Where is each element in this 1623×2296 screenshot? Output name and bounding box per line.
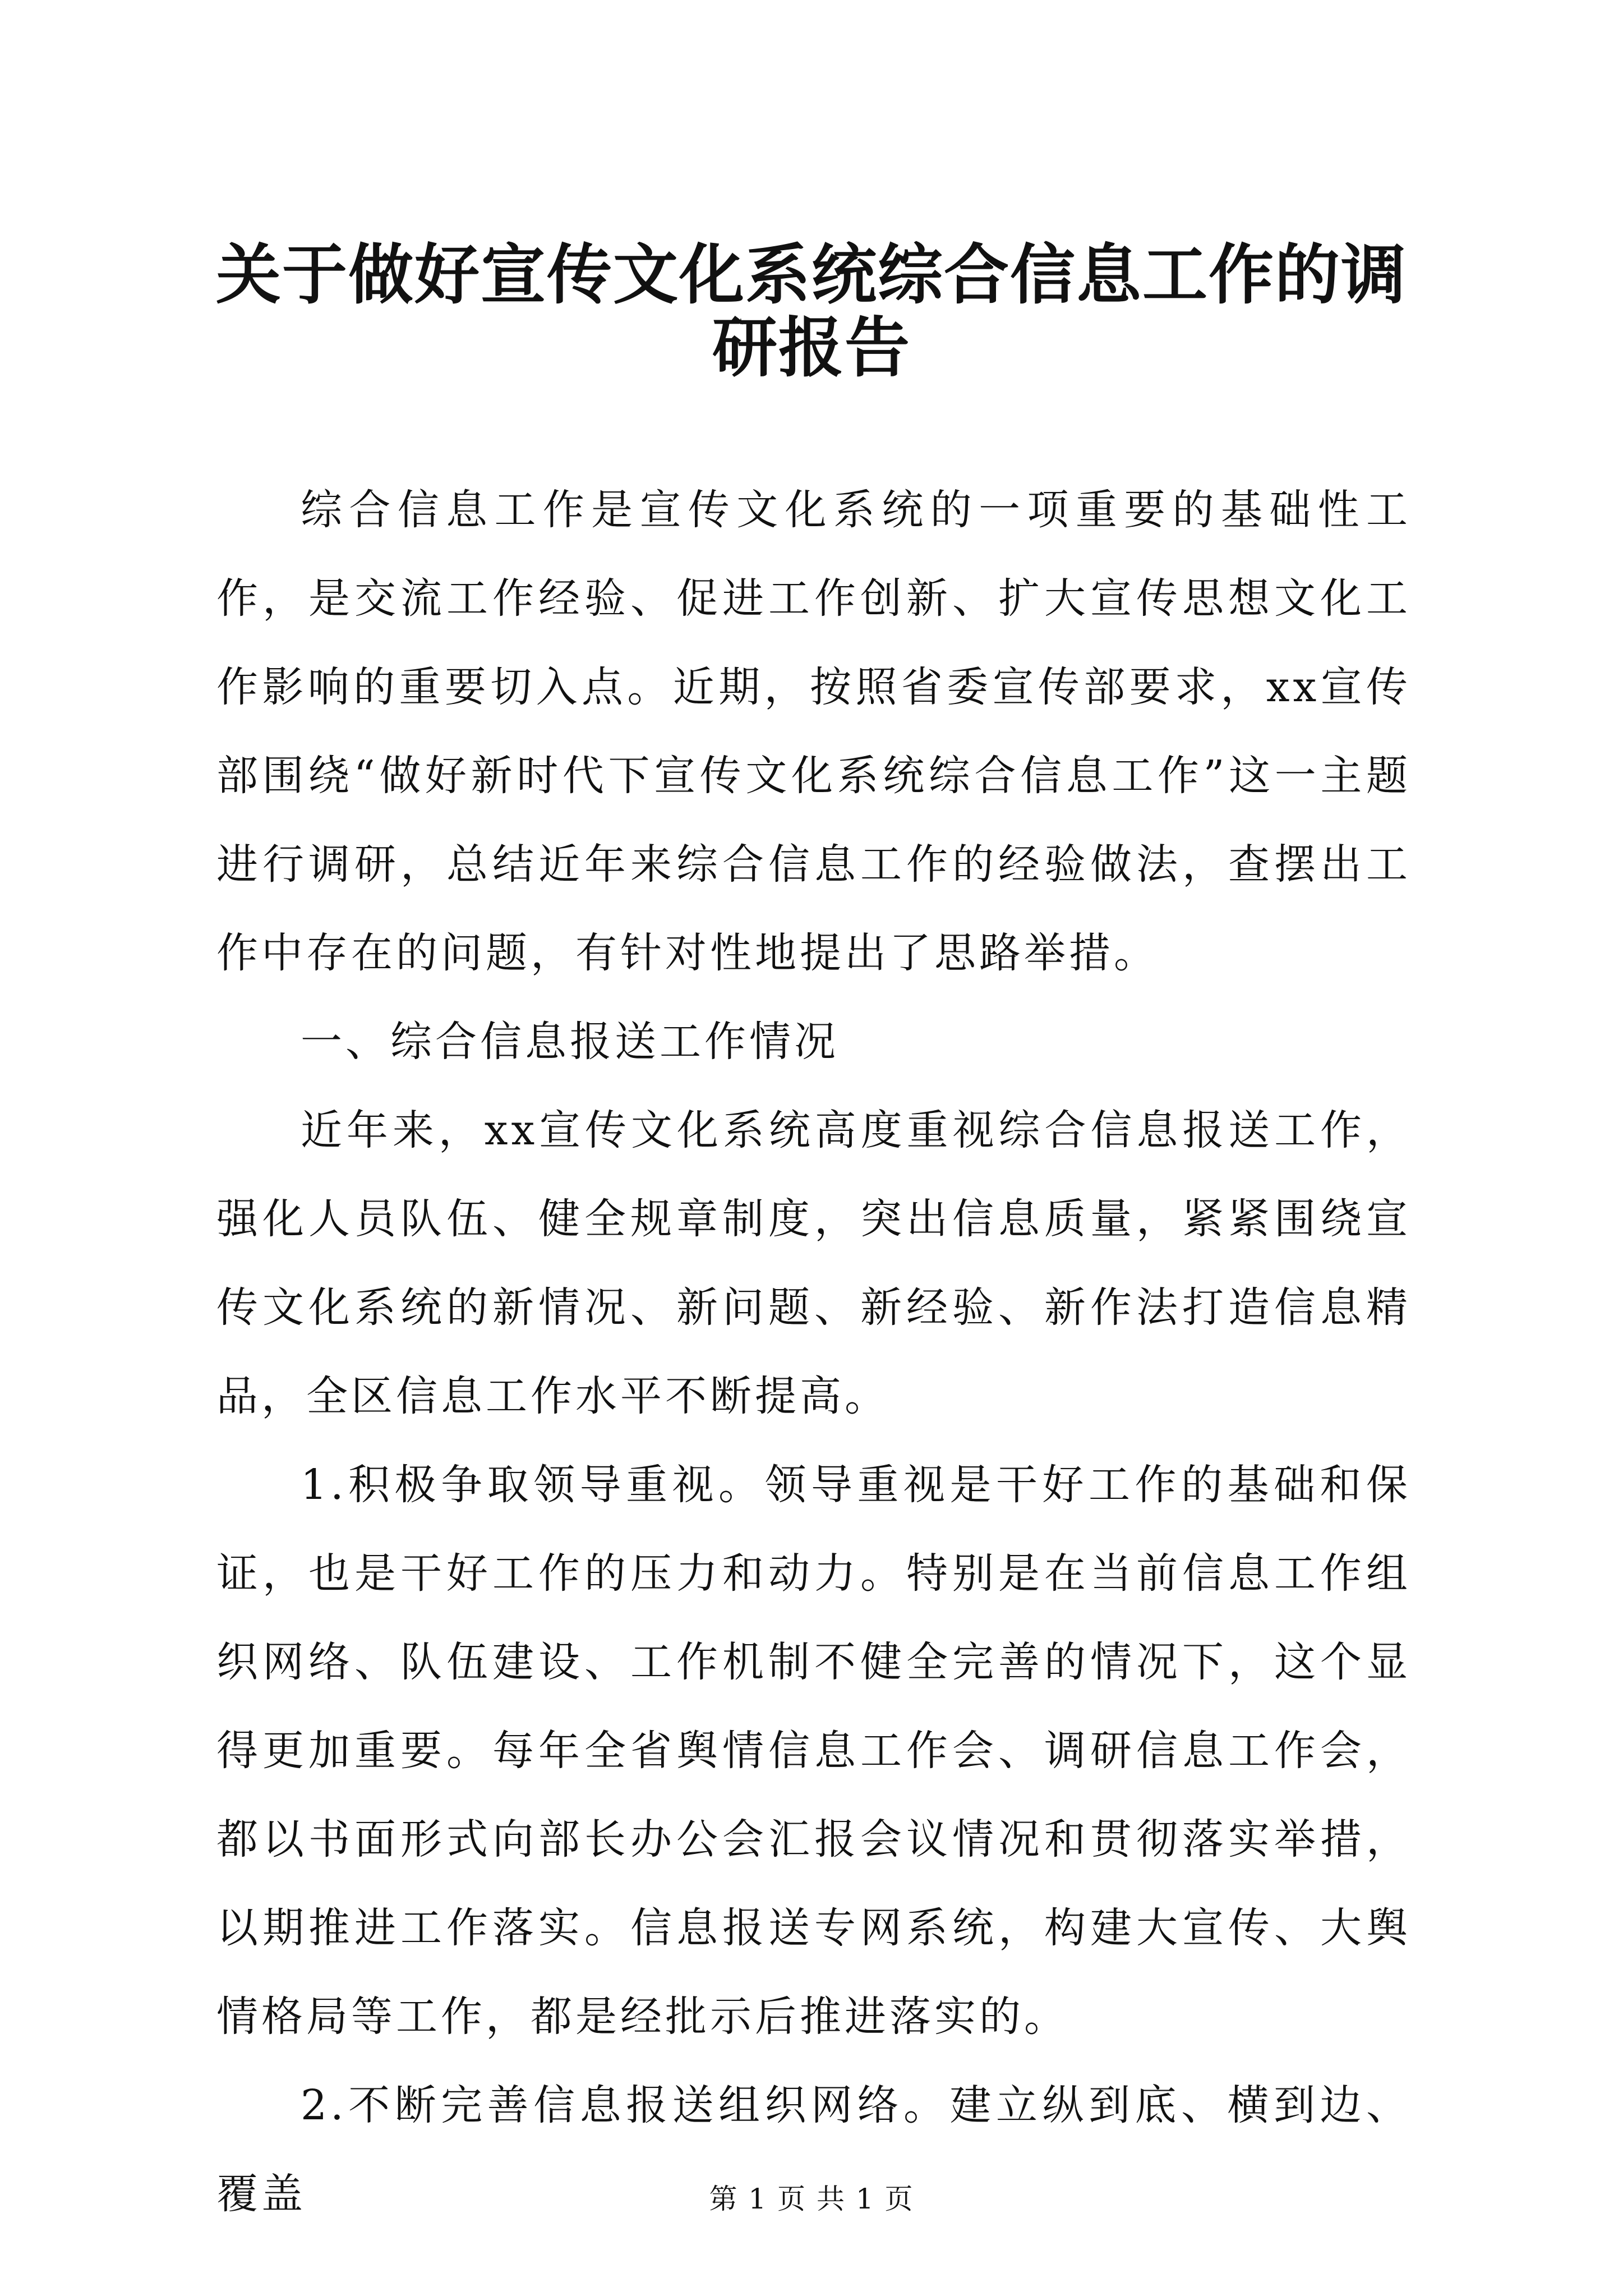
document-body (216, 466, 1411, 2238)
page-footer: 第 1 页 共 1 页 (709, 2183, 914, 2215)
section-heading: 一、综合信息报送工作情况 (301, 1018, 839, 1066)
paragraph-point-2: 2.不断完善信息报送组织网络。建立纵到底、横到边、覆盖 (216, 2081, 1411, 2218)
document-title: 关于做好宣传文化系统综合信息工作的调研报告 (216, 237, 1407, 386)
paragraph-overview: 近年来，xx宣传文化系统高度重视综合信息报送工作，强化人员队伍、健全规章制度，突出信息质量，紧紧围绕宣传文化系统的新情况、新问题、新经验、新作法打造信息精品，全区信息工作水平不断提高。 (216, 1106, 1411, 1420)
paragraph-intro: 综合信息工作是宣传文化系统的一项重要的基础性工作，是交流工作经验、促进工作创新、扩大宣传思想文化工作影响的重要切入点。近期，按照省委宣传部要求，xx宣传部围绕“做好新时代下宣传文化系统综合信息工作”这一主题进行调研，总结近年来综合信息工作的经验做法，查摆出工作中存在的问题，有针对性地提出了思路举措。 (216, 486, 1411, 977)
paragraph-point-1: 1.积极争取领导重视。领导重视是干好工作的基础和保证，也是干好工作的压力和动力。特别是在当前信息工作组织网络、队伍建设、工作机制不健全完善的情况下，这个显得更加重要。每年全省舆情信息工作会、调研信息工作会，都以书面形式向部长办公会汇报会议情况和贯彻落实举措，以期推进工作落实。信息报送专网系统，构建大宣传、大舆情格局等工作，都是经批示后推进落实的。 (216, 1461, 1411, 2041)
